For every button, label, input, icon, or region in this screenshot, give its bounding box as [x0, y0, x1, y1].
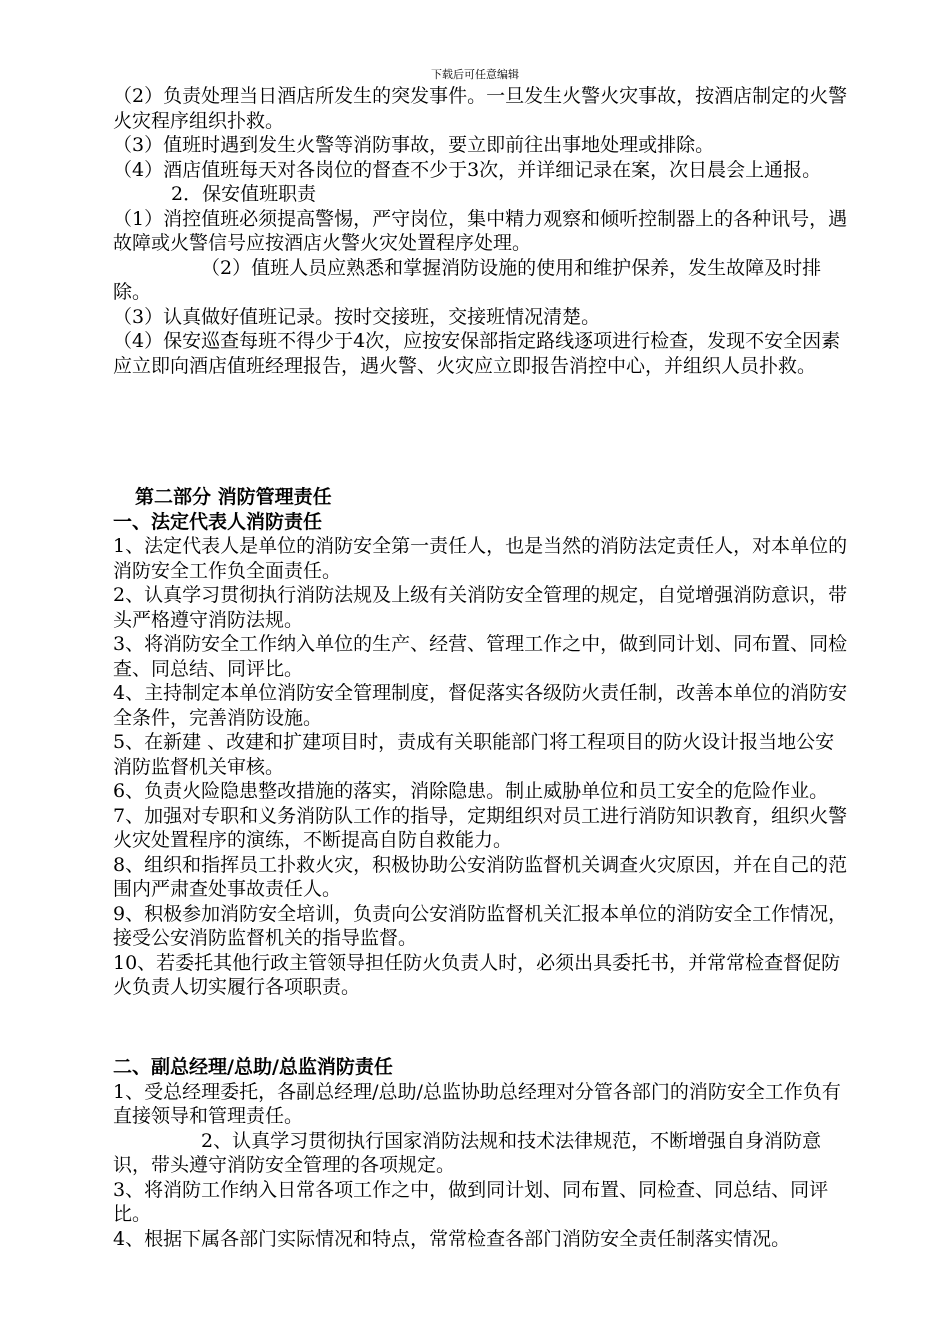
list-item: 1、法定代表人是单位的消防安全第一责任人，也是当然的消防法定责任人，对本单位的消防安全工作负全面责任。	[113, 535, 848, 582]
part-two-section	[113, 485, 848, 1000]
list-item: 3、将消防工作纳入日常各项工作之中，做到同计划、同布置、同检查、同总结、同评比。	[113, 1178, 829, 1225]
list-item: 2、认真学习贯彻执行国家消防法规和技术法律规范，不断增强自身消防意识，带头遵守消防安全管理的各项规定。	[113, 1129, 822, 1176]
duty-section	[113, 84, 848, 378]
list-item: 8、组织和指挥员工扑救火灾，积极协助公安消防监督机关调查火灾原因，并在自己的范围内严肃查处事故责任人。	[113, 853, 848, 900]
list-item: 4、根据下属各部门实际情况和特点，常常检查各部门消防安全责任制落实情况。	[113, 1227, 791, 1250]
list-item: 1、受总经理委托，各副总经理/总助/总监协助总经理对分管各部门的消防安全工作负有直接领导和管理责任。	[113, 1080, 841, 1127]
paragraph: （3）值班时遇到发生火警等消防事故，要立即前往出事地处理或排除。	[113, 134, 715, 156]
paragraph: （3）认真做好值班记录。按时交接班，交接班情况清楚。	[113, 305, 601, 328]
paragraph: （2）负责处理当日酒店所发生的突发事件。一旦发生火警火灾事故，按酒店制定的火警火灾程序组织扑救。	[113, 85, 848, 132]
list-item: 4、主持制定本单位消防安全管理制度，督促落实各级防火责任制，改善本单位的消防安全条件，完善消防设施。	[113, 682, 848, 729]
subsection-title: 2．保安值班职责	[171, 183, 317, 205]
deputy-section	[113, 1055, 848, 1251]
list-item: 7、加强对专职和义务消防队工作的指导，定期组织对员工进行消防知识教育，组织火警火灾处置程序的演练，不断提高自防自救能力。	[113, 804, 848, 851]
list-item: 3、将消防安全工作纳入单位的生产、经营、管理工作之中，做到同计划、同布置、同检查、同总结、同评比。	[113, 633, 848, 680]
list-item: 6、负责火险隐患整改措施的落实，消除隐患。制止威胁单位和员工安全的危险作业。	[113, 780, 829, 802]
section-heading: 一、法定代表人消防责任	[113, 510, 323, 533]
list-item: 2、认真学习贯彻执行消防法规及上级有关消防安全管理的规定，自觉增强消防意识，带头严格遵守消防法规。	[113, 584, 848, 631]
section-heading: 二、副总经理/总助/总监消防责任	[113, 1056, 393, 1078]
paragraph: （4）酒店值班每天对各岗位的督查不少于3次，并详细记录在案，次日晨会上通报。	[113, 158, 822, 181]
list-item: 9、积极参加消防安全培训，负责向公安消防监督机关汇报本单位的消防安全工作情况，接受公安消防监督机关的指导监督。	[113, 902, 848, 949]
page-header-note: 下载后可任意编辑	[431, 68, 519, 81]
list-item: 10、若委托其他行政主管领导担任防火负责人时，必须出具委托书，并常常检查督促防火负责人切实履行各项职责。	[113, 951, 841, 998]
paragraph: （4）保安巡查每班不得少于4次，应按安保部指定路线逐项进行检查，发现不安全因素应立即向酒店值班经理报告，遇火警、火灾应立即报告消控中心，并组织人员扑救。	[113, 330, 841, 377]
paragraph: （1）消控值班必须提高警惕，严守岗位，集中精力观察和倾听控制器上的各种讯号，遇故障或火警信号应按酒店火警火灾处置程序处理。	[113, 207, 848, 254]
list-item: 5、在新建 、改建和扩建项目时，责成有关职能部门将工程项目的防火设计报当地公安消防监督机关审核。	[113, 731, 835, 778]
part-title: 第二部分 消防管理责任	[135, 486, 332, 508]
paragraph: （2）值班人员应熟悉和掌握消防设施的使用和维护保养，发生故障及时排除。	[113, 256, 822, 303]
